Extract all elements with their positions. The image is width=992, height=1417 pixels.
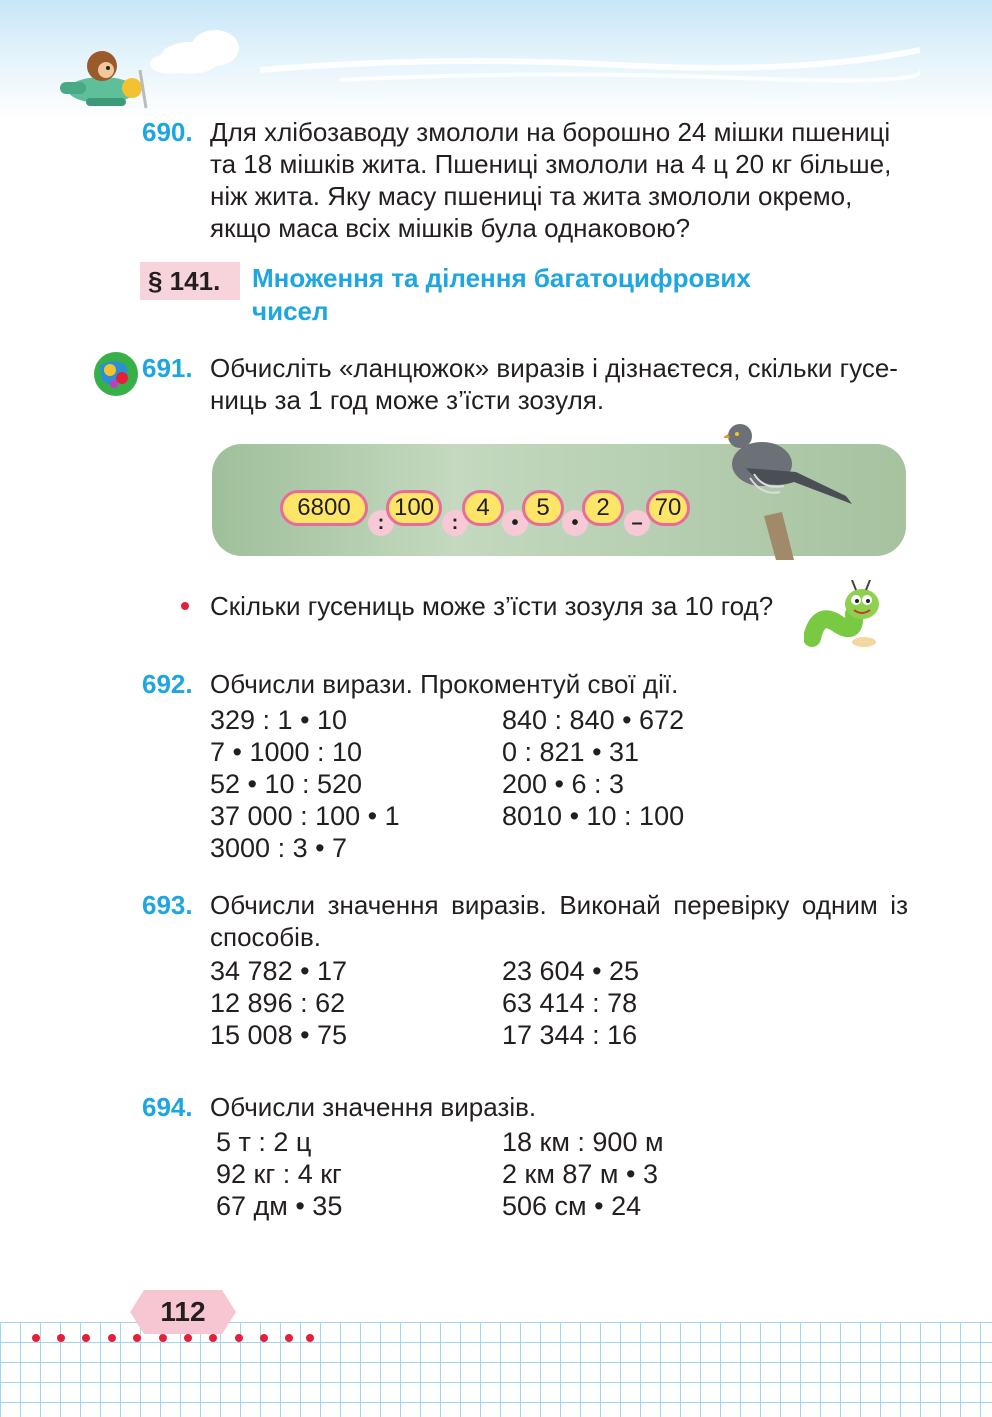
task-693-right-column: [502, 955, 639, 1051]
expression: 67 дм • 35: [216, 1191, 343, 1221]
chain-value: 2: [582, 490, 624, 526]
expression: 5 т : 2 ц: [216, 1127, 312, 1157]
expression: 17 344 : 16: [502, 1020, 638, 1050]
task-693-line: способів.: [210, 922, 321, 952]
expression: 18 км : 900 м: [502, 1127, 664, 1157]
expression: 506 см • 24: [502, 1191, 642, 1221]
expression: 840 : 840 • 672: [502, 705, 685, 735]
task-690-line: та 18 мішків жита. Пшениці змололи на 4 ц 20 кг більше,: [210, 149, 892, 179]
task-694-right-column: [502, 1126, 664, 1222]
chain-value: 4: [462, 490, 504, 526]
expression: 15 008 • 75: [210, 1020, 348, 1050]
task-693-text: [210, 889, 908, 953]
expression: 3000 : 3 • 7: [210, 833, 348, 863]
expression: 37 000 : 100 • 1: [210, 801, 400, 831]
expression: 8010 • 10 : 100: [502, 801, 685, 831]
task-692-left-column: [210, 704, 400, 864]
chain-operator: •: [502, 510, 528, 536]
task-691-number: 691.: [142, 353, 193, 383]
expression: 2 км 87 м • 3: [502, 1159, 658, 1189]
expression: 200 • 6 : 3: [502, 769, 625, 799]
task-690-text: [210, 116, 908, 244]
task-694-number: 694.: [142, 1092, 193, 1122]
globe-kids-icon: [92, 350, 140, 398]
bullet-dot: [181, 602, 189, 610]
task-691-line: Обчисліть «ланцюжок» виразів і дізнаєтеся, скільки гусе-: [210, 353, 898, 383]
airplane-hedgehog-icon: [56, 42, 152, 112]
chain-operator: :: [368, 510, 394, 536]
expression: 23 604 • 25: [502, 956, 640, 986]
task-694-left-column: [216, 1126, 342, 1222]
caterpillar-icon: [804, 580, 886, 654]
expression: 12 896 : 62: [210, 988, 346, 1018]
chain-value: 5: [522, 490, 564, 526]
bullet-question: Скільки гусениць може з’їсти зозуля за 10 год?: [210, 591, 774, 621]
chain-operator: •: [562, 510, 588, 536]
task-690-number: 690.: [142, 117, 193, 147]
section-title-line: чисел: [252, 296, 329, 326]
cuckoo-bird-icon: [724, 420, 858, 560]
task-692-right-column: [502, 704, 684, 832]
footer-dots: [0, 1334, 320, 1344]
chain-value: 6800: [280, 490, 368, 526]
expression: 329 : 1 • 10: [210, 705, 348, 735]
task-693-left-column: [210, 955, 347, 1051]
task-691-line: ниць за 1 год може з’їсти зозуля.: [210, 385, 605, 415]
section-title: [252, 262, 892, 328]
chain-value: 70: [646, 490, 690, 526]
task-692-number: 692.: [142, 669, 193, 699]
task-691-text: [210, 352, 908, 416]
task-693-number: 693.: [142, 890, 193, 920]
expression: 52 • 10 : 520: [210, 769, 363, 799]
section-label: § 141.: [148, 266, 221, 296]
expression: 7 • 1000 : 10: [210, 737, 363, 767]
chain-value: 100: [386, 490, 442, 526]
expression: 0 : 821 • 31: [502, 737, 640, 767]
task-690-line: якщо маса всіх мішків була однаковою?: [210, 213, 691, 243]
task-694-text: Обчисли значення виразів.: [210, 1092, 537, 1122]
page-number: 112: [160, 1296, 206, 1327]
expression: 63 414 : 78: [502, 988, 638, 1018]
clouds-decoration: [140, 20, 920, 90]
section-title-line: Множення та ділення багатоцифрових: [252, 263, 751, 293]
task-692-text: Обчисли вирази. Прокоментуй свої дії.: [210, 669, 679, 699]
task-690-line: ніж жита. Яку масу пшениці та жита змололи окремо,: [210, 181, 853, 211]
chain-operator: –: [624, 510, 650, 536]
task-693-line: Обчисли значення виразів. Виконай перевірку одним із: [210, 890, 908, 920]
chain-operator: :: [442, 510, 468, 536]
task-690-line: Для хлібозаводу змололи на борошно 24 мішки пшениці: [210, 117, 891, 147]
expression: 92 кг : 4 кг: [216, 1159, 342, 1189]
expression: 34 782 • 17: [210, 956, 348, 986]
